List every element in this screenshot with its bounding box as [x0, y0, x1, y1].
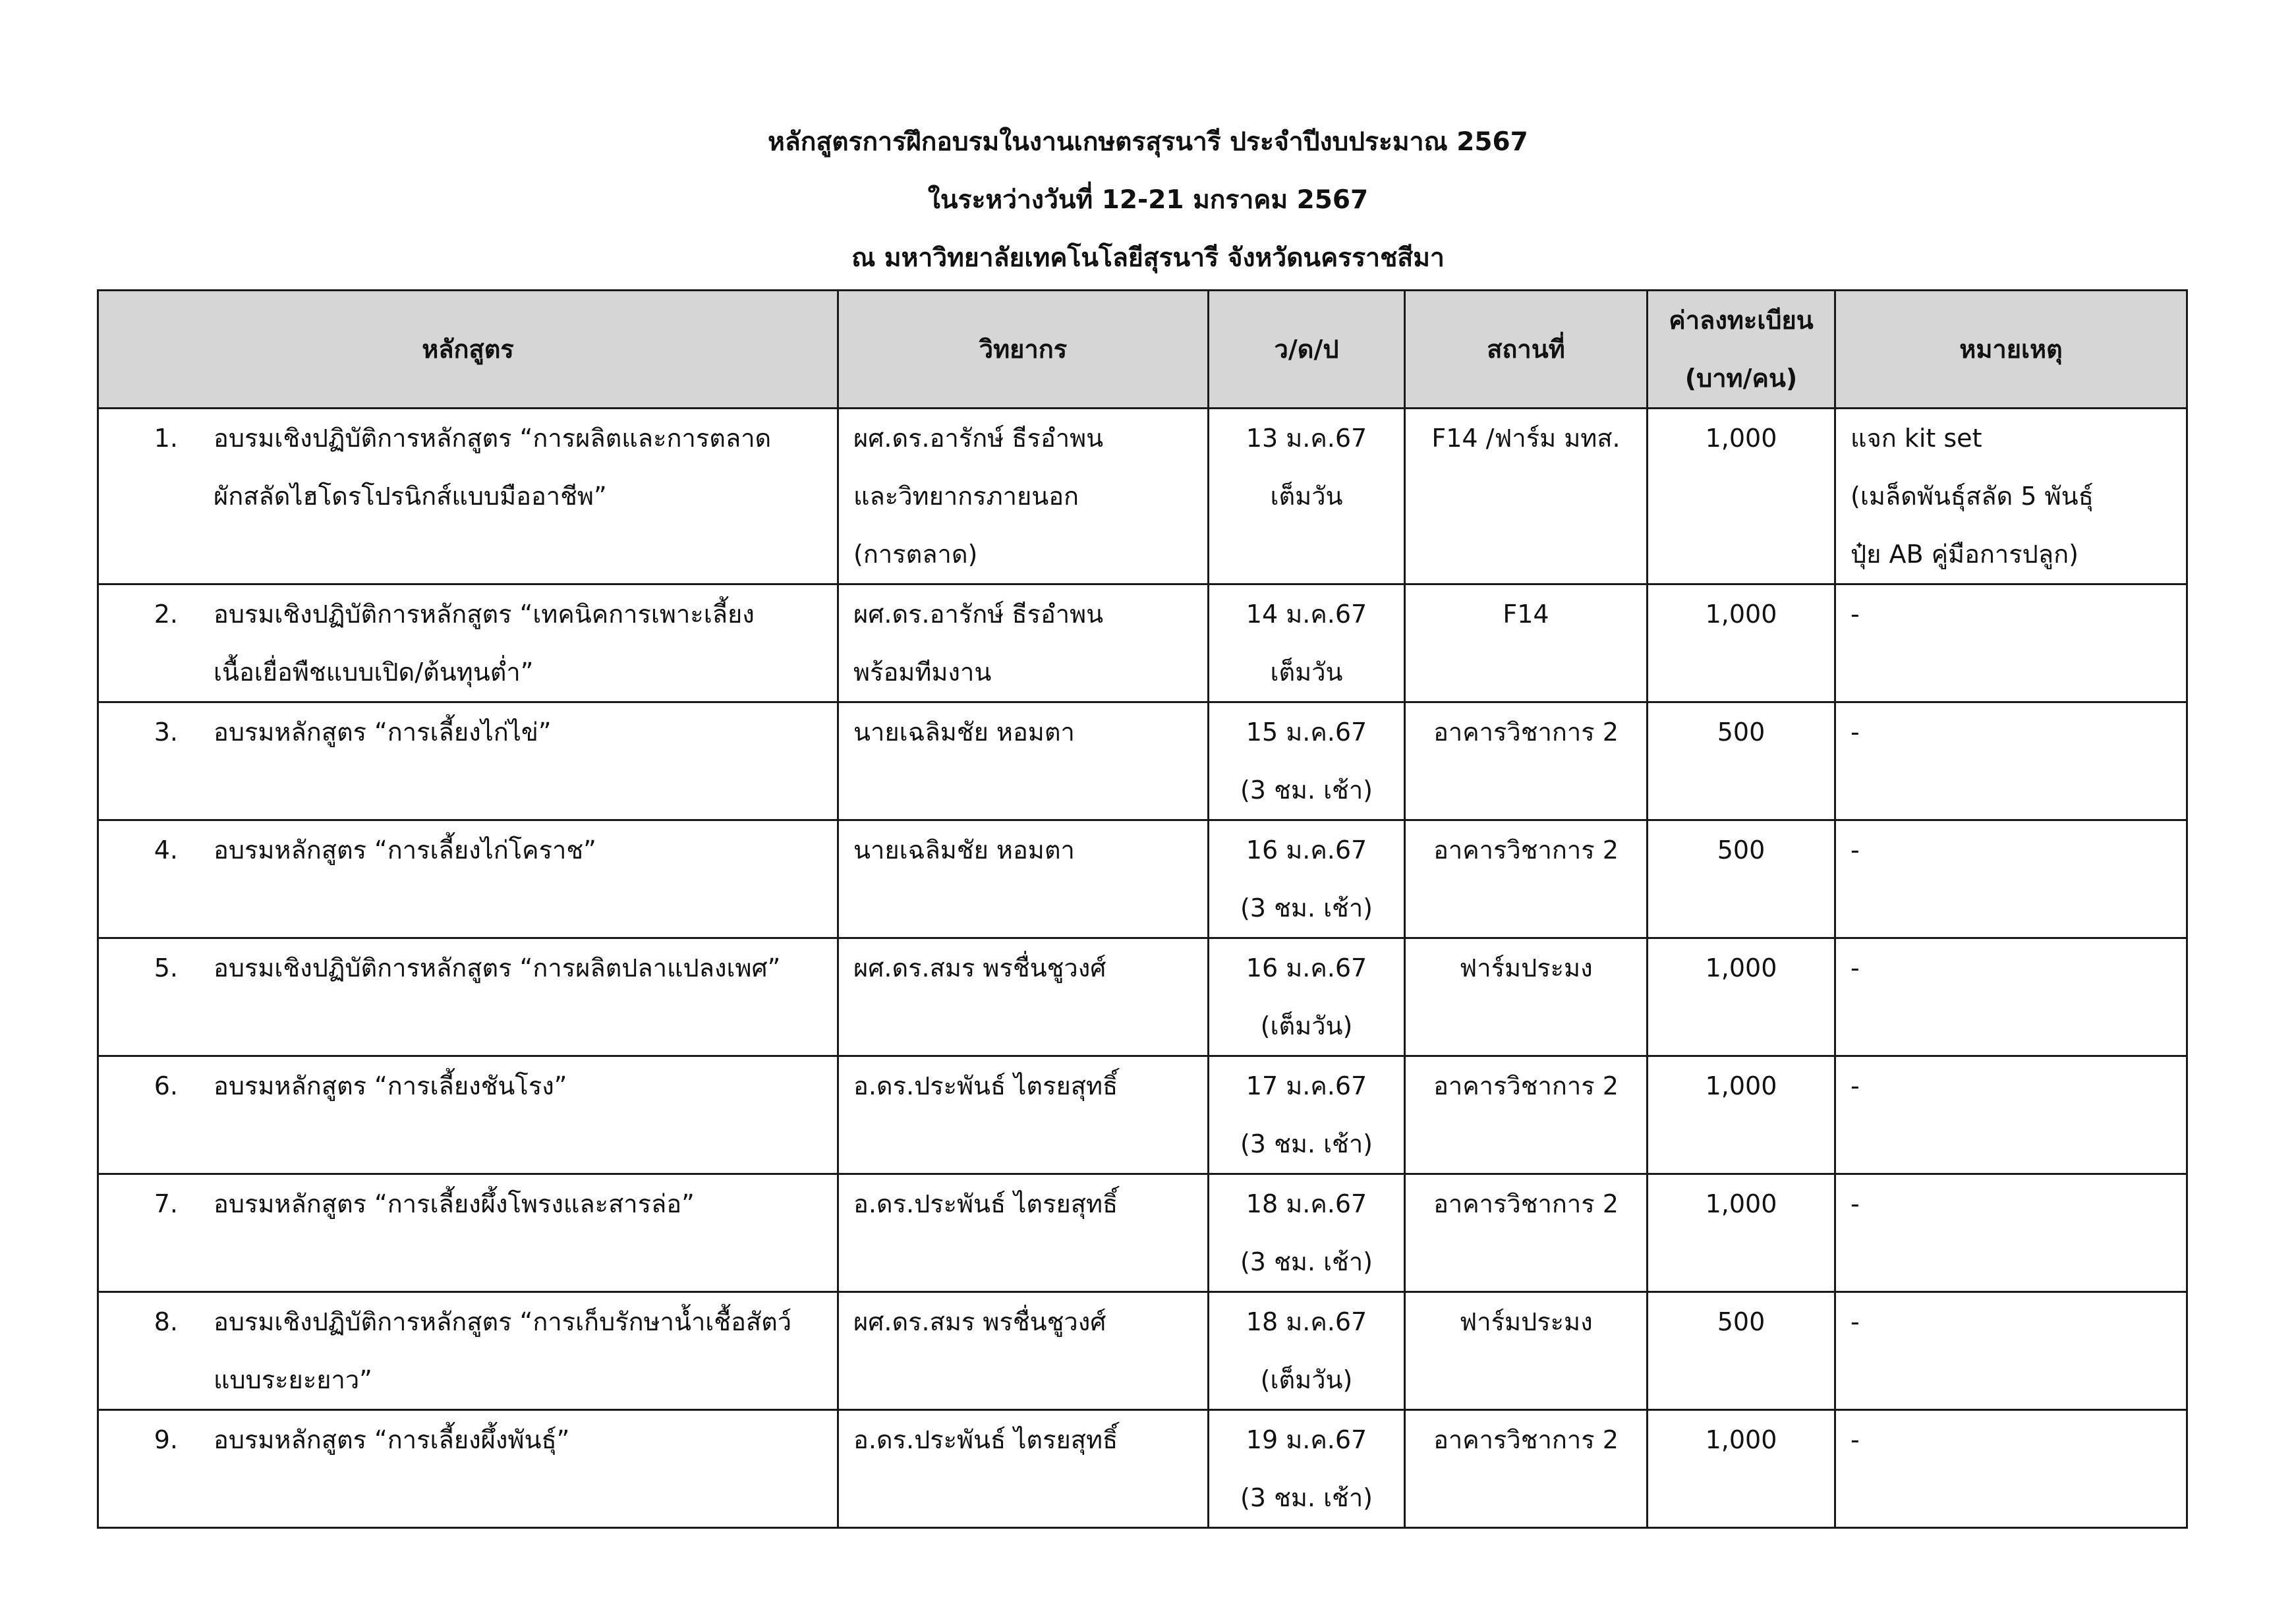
course-cell	[98, 702, 838, 820]
table-row	[98, 1174, 2187, 1292]
place-cell: อาคารวิชาการ 2	[1405, 702, 1648, 820]
fee-cell: 1,000	[1648, 1174, 1835, 1292]
speaker-name: อ.ดร.ประพันธ์ ไตรยสุทธิ์	[853, 1071, 1118, 1100]
document-date-range: ในระหว่างวันที่ 12-21 มกราคม 2567	[927, 185, 1369, 215]
course-cell	[98, 409, 838, 584]
speaker-name: ผศ.ดร.สมร พรชื่นชูวงศ์	[853, 1307, 1106, 1336]
fee-cell: 500	[1648, 1292, 1835, 1410]
place-cell: อาคารวิชาการ 2	[1405, 1174, 1648, 1292]
date-cell	[1209, 1410, 1405, 1528]
note-line: ปุ๋ย AB คู่มือการปลูก)	[1851, 540, 2079, 569]
date-cell	[1209, 1174, 1405, 1292]
place-cell: ฟาร์มประมง	[1405, 1292, 1648, 1410]
date-duration: (เต็มวัน)	[1260, 1365, 1353, 1394]
note-cell: -	[1835, 584, 2187, 702]
date-duration: (3 ชม. เช้า)	[1240, 1483, 1373, 1512]
course-name: อบรมหลักสูตร “การเลี้ยงไก่ไข่”	[214, 718, 552, 747]
course-cell	[98, 1410, 838, 1528]
fee-cell: 1,000	[1648, 1410, 1835, 1528]
speaker-cell	[838, 938, 1209, 1056]
place-cell: อาคารวิชาการ 2	[1405, 820, 1648, 938]
speaker-name: อ.ดร.ประพันธ์ ไตรยสุทธิ์	[853, 1189, 1118, 1218]
row-number: 2.	[154, 600, 178, 629]
row-number: 9.	[154, 1425, 178, 1454]
date-cell	[1209, 584, 1405, 702]
note-line: แจก kit set	[1851, 424, 1982, 453]
speaker-cell	[838, 1292, 1209, 1410]
note-cell: -	[1835, 702, 2187, 820]
date-value: 18 ม.ค.67	[1246, 1307, 1367, 1336]
row-number: 4.	[154, 836, 178, 865]
fee-cell: 1,000	[1648, 938, 1835, 1056]
note-cell: -	[1835, 1292, 2187, 1410]
course-name: อบรมเชิงปฏิบัติการหลักสูตร “เทคนิคการเพาะเลี้ยง	[214, 600, 755, 629]
table-row	[98, 938, 2187, 1056]
date-cell	[1209, 820, 1405, 938]
course-cell	[98, 938, 838, 1056]
speaker-cell	[838, 1056, 1209, 1174]
header-fee	[1648, 291, 1835, 409]
speaker-cell	[838, 820, 1209, 938]
speaker-cell	[838, 1174, 1209, 1292]
place-cell: อาคารวิชาการ 2	[1405, 1056, 1648, 1174]
fee-cell: 1,000	[1648, 409, 1835, 584]
date-cell	[1209, 409, 1405, 584]
fee-cell: 500	[1648, 820, 1835, 938]
speaker-name: ผศ.ดร.อารักษ์ ธีรอำพน	[853, 600, 1104, 629]
date-value: 18 ม.ค.67	[1246, 1189, 1367, 1218]
header-note: หมายเหตุ	[1835, 291, 2187, 409]
table-header-row	[98, 291, 2187, 409]
course-cell	[98, 1292, 838, 1410]
date-value: 13 ม.ค.67	[1246, 424, 1367, 453]
note-cell: -	[1835, 1410, 2187, 1528]
speaker-name: นายเฉลิมชัย หอมตา	[853, 836, 1075, 865]
speaker-cell	[838, 584, 1209, 702]
header-speaker: วิทยากร	[838, 291, 1209, 409]
speaker-extra: (การตลาด)	[853, 540, 978, 569]
place-cell: F14 /ฟาร์ม มทส.	[1405, 409, 1648, 584]
note-cell: -	[1835, 1056, 2187, 1174]
course-name-cont: แบบระยะยาว”	[214, 1365, 372, 1394]
row-number: 8.	[154, 1307, 178, 1336]
date-value: 16 ม.ค.67	[1246, 953, 1367, 982]
row-number: 3.	[154, 718, 178, 747]
date-cell	[1209, 1292, 1405, 1410]
table-row	[98, 584, 2187, 702]
document-header	[0, 113, 2296, 287]
header-place: สถานที่	[1405, 291, 1648, 409]
document-title: หลักสูตรการฝึกอบรมในงานเกษตรสุรนารี ประจำปีงบประมาณ 2567	[768, 127, 1528, 157]
row-number: 1.	[154, 424, 178, 453]
course-name: อบรมหลักสูตร “การเลี้ยงไก่โคราช”	[214, 836, 596, 865]
table-row	[98, 820, 2187, 938]
speaker-name: ผศ.ดร.สมร พรชื่นชูวงศ์	[853, 953, 1106, 982]
speaker-cell	[838, 702, 1209, 820]
speaker-name: อ.ดร.ประพันธ์ ไตรยสุทธิ์	[853, 1425, 1118, 1454]
course-name: อบรมหลักสูตร “การเลี้ยงผึ้งพันธุ์”	[214, 1425, 570, 1454]
course-name: อบรมเชิงปฏิบัติการหลักสูตร “การผลิตปลาแปลงเพศ”	[214, 953, 781, 982]
speaker-cell	[838, 1410, 1209, 1528]
speaker-cell	[838, 409, 1209, 584]
table-row	[98, 409, 2187, 584]
course-name: อบรมเชิงปฏิบัติการหลักสูตร “การเก็บรักษาน้ำเชื้อสัตว์	[214, 1307, 792, 1336]
date-duration: (3 ชม. เช้า)	[1240, 1247, 1373, 1276]
speaker-name: ผศ.ดร.อารักษ์ ธีรอำพน	[853, 424, 1104, 453]
date-duration: (เต็มวัน)	[1260, 1011, 1353, 1040]
course-name: อบรมหลักสูตร “การเลี้ยงชันโรง”	[214, 1071, 567, 1100]
fee-cell: 500	[1648, 702, 1835, 820]
date-value: 17 ม.ค.67	[1246, 1071, 1367, 1100]
table-row	[98, 1056, 2187, 1174]
note-cell: -	[1835, 1174, 2187, 1292]
date-duration: เต็มวัน	[1270, 482, 1343, 511]
speaker-extra: พร้อมทีมงาน	[853, 658, 992, 687]
date-value: 19 ม.ค.67	[1246, 1425, 1367, 1454]
course-cell	[98, 584, 838, 702]
place-cell: อาคารวิชาการ 2	[1405, 1410, 1648, 1528]
row-number: 6.	[154, 1071, 178, 1100]
note-cell: -	[1835, 938, 2187, 1056]
header-date: ว/ด/ป	[1209, 291, 1405, 409]
place-cell: F14	[1405, 584, 1648, 702]
table-row	[98, 702, 2187, 820]
document-venue: ณ มหาวิทยาลัยเทคโนโลยีสุรนารี จังหวัดนครราชสีมา	[851, 243, 1445, 273]
course-cell	[98, 1174, 838, 1292]
date-cell	[1209, 938, 1405, 1056]
course-cell	[98, 820, 838, 938]
table-row	[98, 1410, 2187, 1528]
date-cell	[1209, 702, 1405, 820]
place-cell: ฟาร์มประมง	[1405, 938, 1648, 1056]
date-duration: (3 ชม. เช้า)	[1240, 1129, 1373, 1158]
header-fee-unit: (บาท/คน)	[1684, 364, 1798, 393]
date-value: 15 ม.ค.67	[1246, 718, 1367, 747]
course-name-cont: เนื้อเยื่อพืชแบบเปิด/ต้นทุนต่ำ”	[214, 658, 534, 687]
course-cell	[98, 1056, 838, 1174]
date-cell	[1209, 1056, 1405, 1174]
speaker-extra: และวิทยากรภายนอก	[853, 482, 1079, 511]
course-name: อบรมเชิงปฏิบัติการหลักสูตร “การผลิตและการตลาด	[214, 424, 772, 453]
note-line: (เมล็ดพันธุ์สลัด 5 พันธุ์	[1851, 482, 2094, 511]
fee-cell: 1,000	[1648, 1056, 1835, 1174]
date-duration: (3 ชม. เช้า)	[1240, 776, 1373, 805]
note-cell	[1835, 409, 2187, 584]
date-duration: (3 ชม. เช้า)	[1240, 894, 1373, 923]
course-name: อบรมหลักสูตร “การเลี้ยงผึ้งโพรงและสารล่อ”	[214, 1189, 695, 1218]
speaker-name: นายเฉลิมชัย หอมตา	[853, 718, 1075, 747]
fee-cell: 1,000	[1648, 584, 1835, 702]
table-row	[98, 1292, 2187, 1410]
date-duration: เต็มวัน	[1270, 658, 1343, 687]
note-cell: -	[1835, 820, 2187, 938]
date-value: 16 ม.ค.67	[1246, 836, 1367, 865]
row-number: 7.	[154, 1189, 178, 1218]
date-value: 14 ม.ค.67	[1246, 600, 1367, 629]
course-name-cont: ผักสลัดไฮโดรโปรนิกส์แบบมืออาชีพ”	[214, 482, 607, 511]
row-number: 5.	[154, 953, 178, 982]
header-fee-label: ค่าลงทะเบียน	[1669, 306, 1814, 335]
header-course: หลักสูตร	[98, 291, 838, 409]
course-table	[97, 289, 2188, 1529]
